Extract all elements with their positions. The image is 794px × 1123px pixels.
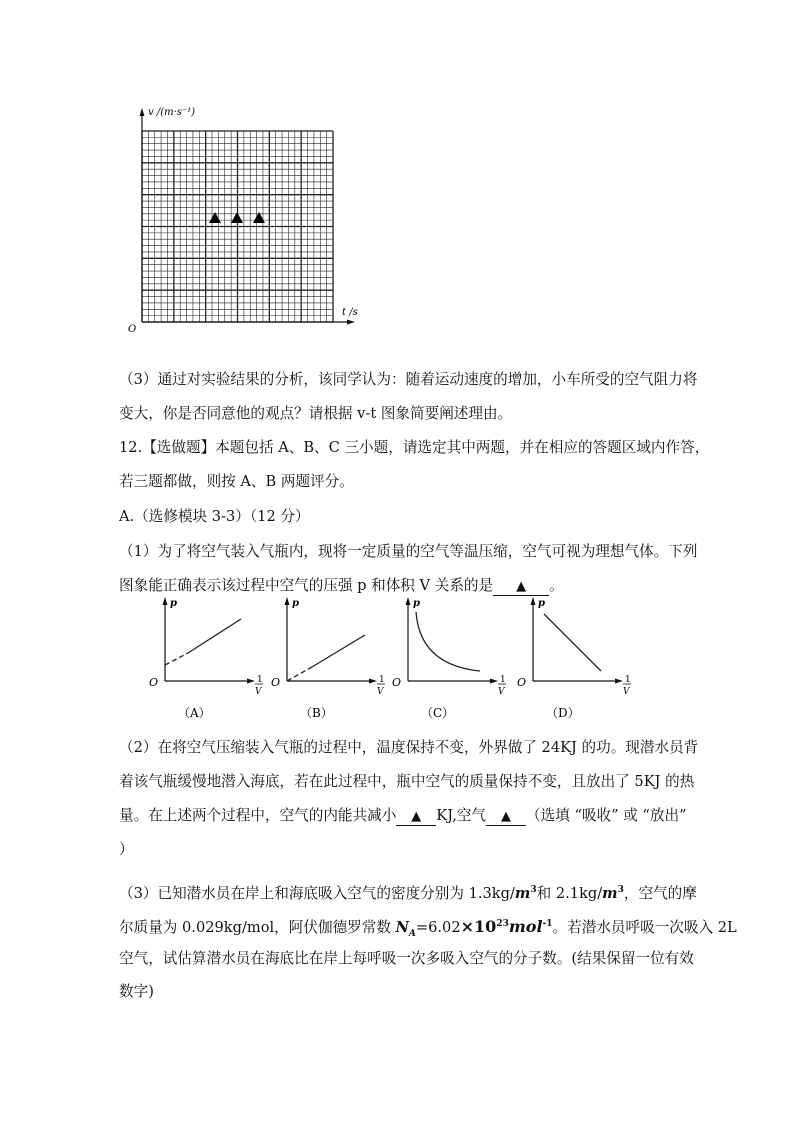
arrow-icon: [406, 597, 411, 605]
arrow-icon: [247, 679, 255, 684]
subscript: A: [408, 928, 416, 939]
a1-end-punct: 。: [549, 577, 564, 594]
a3-text-line: [119, 914, 737, 944]
graph-line: [188, 619, 241, 653]
vt-graph-paper: [110, 100, 370, 340]
exponent: -1: [542, 919, 553, 929]
section-a-heading: A.（选修模块 3-3）（12 分）: [119, 508, 310, 525]
x-axis-label-numerator: 1: [625, 675, 631, 685]
graph-option-label: （C）: [421, 706, 455, 720]
q3-text-line: 变大，你是否同意他的观点？请根据 v-t 图象简要阐述理由。: [119, 405, 513, 422]
a2-text-line: 着该气瓶缓慢地潜入海底，若在此过程中，瓶中空气的质量保持不变，且放出了 5KJ 的热: [119, 773, 695, 790]
a2-text-line: [119, 806, 687, 826]
arrow-icon: [531, 597, 536, 605]
a1-question-text: 图象能正确表示该过程中空气的压强 p 和体积 V 关系的是: [119, 577, 494, 594]
times-ten: ×10: [460, 916, 497, 936]
a2-text: 量。在上述两个过程中，空气的内能共减小: [119, 807, 397, 824]
origin-label: O: [149, 676, 159, 689]
a3-text: ，空气的摩: [623, 884, 697, 902]
a3-text: （3）已知潜水员在岸上和海底吸入空气的密度分别为 1.3kg/: [119, 884, 515, 902]
origin-label: O: [128, 324, 137, 335]
origin-label: O: [271, 676, 281, 689]
p-axis-label: p: [538, 598, 545, 609]
origin-label: O: [517, 676, 527, 689]
a2-text-line: （2）在将空气压缩装入气瓶的过程中，温度保持不变，外界做了 24KJ 的功。现潜水员背: [119, 739, 699, 756]
x-axis-label-denominator: V: [255, 687, 262, 697]
x-axis-label-denominator: V: [377, 687, 384, 697]
dashed-extension: [165, 653, 188, 665]
y-axis-label: v /(m·s⁻¹): [148, 107, 196, 118]
a3-text: 和 2.1kg/: [536, 884, 603, 902]
a3-text-line: 数字): [119, 983, 154, 1000]
a2-text: KJ,空气: [436, 807, 487, 824]
x-axis-label: t /s: [342, 307, 358, 318]
answer-blank[interactable]: [486, 808, 526, 826]
graph-option-label: （A）: [178, 706, 211, 720]
arrow-icon: [163, 597, 168, 605]
a3-text: 尔质量为 0.029kg/mol，阿伏伽德罗常数: [119, 918, 396, 936]
x-axis-arrow-icon: [347, 320, 355, 325]
q12-text-line: 12.【选做题】本题包括 A、B、C 三小题，请选定其中两题，并在相应的答题区域内作答，: [119, 439, 710, 456]
arrow-icon: [369, 679, 377, 684]
arrow-icon: [285, 597, 290, 605]
p-axis-label: p: [170, 598, 177, 609]
avogadro-symbol: N: [395, 918, 409, 936]
answer-blank[interactable]: [396, 808, 436, 826]
pv-graphs: [140, 590, 660, 730]
exponent: 3: [530, 885, 537, 895]
a3-text-line: [119, 880, 697, 904]
unit-mol: mol: [508, 916, 543, 936]
hyperbola-curve: [416, 612, 480, 671]
y-axis-arrow-icon: [140, 108, 145, 116]
x-axis-label-numerator: 1: [257, 675, 263, 685]
triangle-marker-icon: ▲: [501, 809, 512, 824]
graph-option-label: （B）: [300, 706, 333, 720]
a2-text: （选填 “吸收” 或 “放出”: [526, 807, 687, 824]
q3-text-line: （3）通过对实验结果的分析，该同学认为：随着运动速度的增加，小车所受的空气阻力将: [119, 371, 698, 388]
graph-option-label: （D）: [546, 706, 580, 720]
unit-m: m: [514, 884, 531, 902]
graph-line: [312, 635, 365, 667]
p-axis-label: p: [413, 598, 420, 609]
exponent: 23: [496, 919, 509, 929]
triangle-marker-icon: ▲: [411, 809, 422, 824]
dashed-extension: [287, 667, 312, 681]
a2-text-line: ）: [119, 841, 134, 858]
a3-text-line: 空气，试估算潜水员在海底比在岸上每呼吸一次多吸入空气的分子数。(结果保留一位有效: [119, 950, 694, 967]
q12-text-line: 若三题都做，则按 A、B 两题评分。: [119, 473, 354, 490]
graph-line: [544, 614, 601, 671]
arrow-icon: [615, 679, 623, 684]
x-axis-label-numerator: 1: [379, 675, 385, 685]
origin-label: O: [392, 676, 402, 689]
x-axis-label-denominator: V: [623, 687, 630, 697]
a3-text: =6.02: [415, 918, 461, 936]
p-axis-label: p: [292, 598, 299, 609]
exponent: 3: [617, 885, 624, 895]
arrow-icon: [490, 679, 498, 684]
a1-text-line: （1）为了将空气装入气瓶内，现将一定质量的空气等温压缩，空气可视为理想气体。下列: [119, 543, 698, 560]
x-axis-label-denominator: V: [498, 687, 505, 697]
x-axis-label-numerator: 1: [500, 675, 506, 685]
unit-m: m: [602, 884, 618, 902]
a3-text: 。若潜水员呼吸一次吸入 2L: [552, 918, 737, 936]
triangle-marker-icon: ▲: [516, 579, 527, 594]
